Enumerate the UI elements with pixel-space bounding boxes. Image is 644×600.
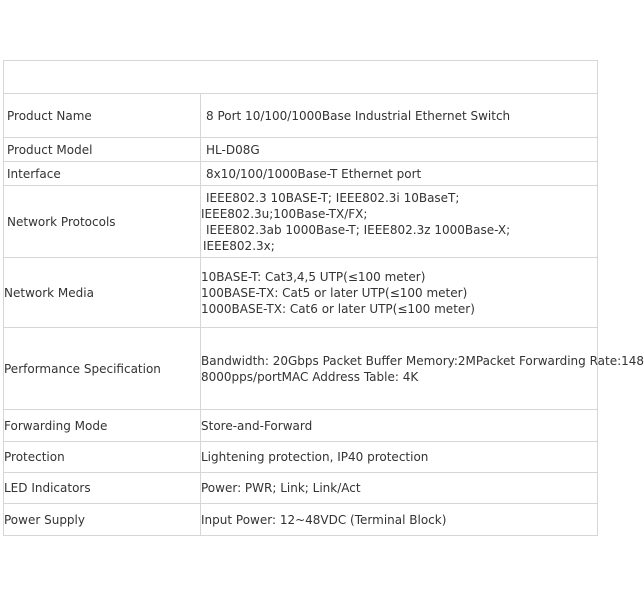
row-label <box>4 410 201 442</box>
row-value-line: 1000BASE-TX: Cat6 or later UTP(≤100 meter) <box>201 301 475 316</box>
row-value-line: 10BASE-T: Cat3,4,5 UTP(≤100 meter) <box>201 269 426 284</box>
row-label-text: Network Protocols <box>7 214 116 229</box>
table-row <box>4 138 598 162</box>
table-row <box>4 410 598 442</box>
row-value-line: IEEE802.3 10BASE-T; IEEE802.3i 10BaseT; <box>206 190 460 205</box>
row-value <box>201 94 598 138</box>
row-label-text: Interface <box>7 166 61 181</box>
row-value <box>201 442 598 473</box>
row-value <box>201 473 598 504</box>
row-value-line: IEEE802.3x; <box>203 238 275 253</box>
row-label <box>4 473 201 504</box>
row-label <box>4 442 201 473</box>
row-label-text: Network Media <box>4 285 94 300</box>
row-label-text: Forwarding Mode <box>4 418 108 433</box>
row-value-text: Power: PWR; Link; Link/Act <box>201 481 361 495</box>
row-label-text: Protection <box>4 450 65 464</box>
row-label-text: Performance Specification <box>4 361 161 376</box>
row-value <box>201 328 644 410</box>
row-value-text: 8x10/100/1000Base-T Ethernet port <box>206 166 422 181</box>
row-value-line: 100BASE-TX: Cat5 or later UTP(≤100 meter) <box>201 285 468 300</box>
row-value <box>201 138 598 162</box>
row-label <box>4 94 201 138</box>
row-value-text: Lightening protection, IP40 protection <box>201 450 429 464</box>
row-value-line: IEEE802.3u;100Base-TX/FX; <box>201 206 368 221</box>
row-label-text: Product Name <box>7 108 92 123</box>
spec-table <box>3 60 644 536</box>
row-value-text: 8 Port 10/100/1000Base Industrial Ethernet Switch <box>206 108 511 123</box>
row-label <box>4 258 201 328</box>
table-row <box>4 504 598 536</box>
row-value-text: Input Power: 12~48VDC (Terminal Block) <box>201 512 447 527</box>
table-row <box>4 186 598 258</box>
row-value-line: IEEE802.3ab 1000Base-T; IEEE802.3z 1000Base-X; <box>206 222 511 237</box>
row-value <box>201 504 598 536</box>
table-row <box>4 442 598 473</box>
table-row <box>4 258 598 328</box>
table-row <box>4 328 598 410</box>
row-label <box>4 186 201 258</box>
table-row <box>4 162 598 186</box>
row-value-line: 8000pps/portMAC Address Table: 4K <box>201 369 419 384</box>
table-row <box>4 94 598 138</box>
row-value <box>201 162 598 186</box>
row-value-text: Store-and-Forward <box>201 418 313 433</box>
table-row <box>4 473 598 504</box>
row-value <box>201 410 598 442</box>
row-value <box>201 258 598 328</box>
table-header-cell <box>4 61 598 94</box>
row-value <box>201 186 598 258</box>
table-header-row <box>4 61 598 94</box>
row-label <box>4 504 201 536</box>
row-label <box>4 138 201 162</box>
row-label-text: Product Model <box>7 142 93 157</box>
row-label-text: Power Supply <box>4 512 85 527</box>
row-value-text: HL-D08G <box>206 142 260 157</box>
row-value-line: Bandwidth: 20Gbps Packet Buffer Memory:2MPacket Forwarding Rate:148 <box>201 353 644 368</box>
row-label <box>4 328 201 410</box>
row-label <box>4 162 201 186</box>
row-label-text: LED Indicators <box>4 481 91 495</box>
